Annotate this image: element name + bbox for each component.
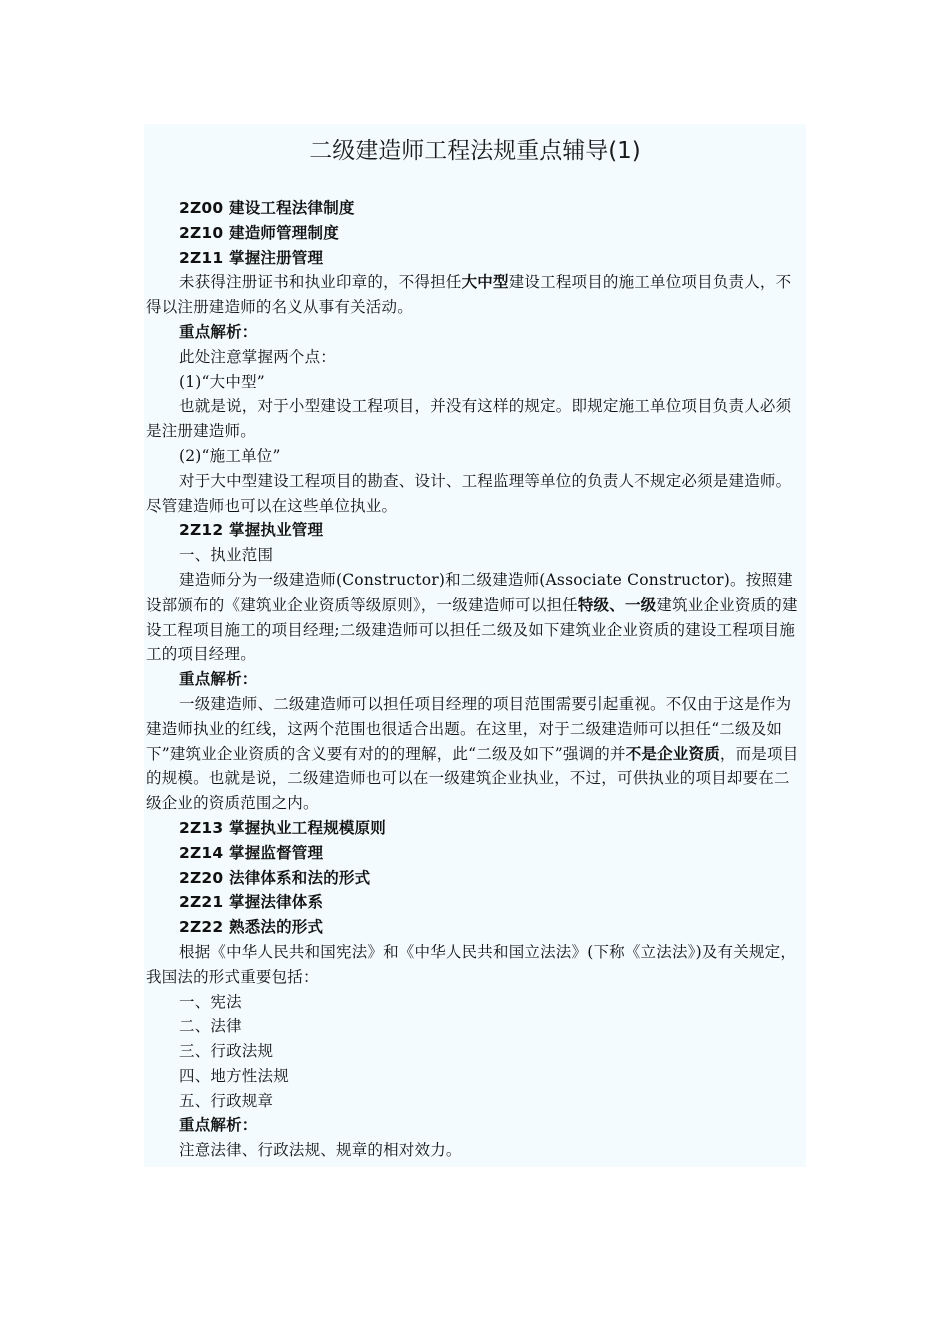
paragraph-text: ，而是项目的规模。也就是说，二级建造师也可以在一级建筑企业执业，不过，可供执业的项目却要在二级企业的资质范围之内。 (146, 744, 799, 813)
paragraph-analysis (146, 692, 804, 816)
paragraph-text: (1)“大中型” (179, 372, 265, 391)
paragraph-registration (146, 270, 804, 320)
page-title: 二级建造师工程法规重点辅导(1) (309, 138, 641, 164)
bold-emphasis: 特级、一级 (577, 595, 657, 614)
bold-emphasis: 大中型 (461, 273, 509, 292)
heading-2z10: 2Z10 建造师管理制度 (179, 223, 339, 242)
key-analysis-label: 重点解析： (179, 1116, 258, 1135)
heading-2z22: 2Z22 熟悉法的形式 (179, 918, 324, 937)
paragraph-text: 此处注意掌握两个点： (179, 347, 337, 366)
document-body (144, 124, 806, 1167)
key-analysis-label: 重点解析： (179, 322, 258, 341)
list-item: 一、宪法 (179, 992, 242, 1011)
heading-2z00: 2Z00 建设工程法律制度 (179, 199, 355, 217)
paragraph-text: 也就是说，对于小型建设工程项目，并没有这样的规定。即规定施工单位项目负责人必须是注册建造师。 (146, 397, 792, 441)
paragraph-text: 根据《中华人民共和国宪法》和《中华人民共和国立法法》(下称《立法法》)及有关规定，我国法的形式重要包括： (146, 942, 797, 986)
heading-2z13: 2Z13 掌握执业工程规模原则 (179, 818, 386, 837)
key-analysis-label: 重点解析： (179, 670, 258, 689)
heading-2z11: 2Z11 掌握注册管理 (179, 248, 324, 267)
list-item: 四、地方性法规 (179, 1066, 289, 1085)
paragraph-text: 建筑业企业资质的建设工程项目施工的项目经理;二级建造师可以担任二级及如下建筑业企业资质的建设工程项目施工的项目经理。 (146, 595, 798, 664)
paragraph-text: 一级建造师、二级建造师可以担任项目经理的项目范围需要引起重视。不仅由于这是作为建造师执业的红线，这两个范围也很适合出题。在这里，对于二级建造师可以担任“二级及如下”建筑业企业资质的含义要有对的的理解，此“二级及如下”强调的并 (146, 694, 792, 763)
list-item: 二、法律 (179, 1017, 242, 1036)
list-item: 五、行政规章 (179, 1091, 274, 1110)
paragraph-text: 建设工程项目的施工单位项目负责人，不得以注册建造师的名义从事有关活动。 (146, 273, 792, 317)
paragraph-text: 注意法律、行政法规、规章的相对效力。 (179, 1141, 462, 1160)
heading-2z20: 2Z20 法律体系和法的形式 (179, 868, 371, 887)
paragraph-text: 未获得注册证书和执业印章的，不得担任 (179, 273, 462, 292)
paragraph-text: 对于大中型建设工程项目的勘查、设计、工程监理等单位的负责人不规定必须是建造师。尽管建造师也可以在这些单位执业。 (146, 471, 792, 515)
heading-2z14: 2Z14 掌握监督管理 (179, 843, 324, 862)
heading-2z21: 2Z21 掌握法律体系 (179, 893, 324, 912)
paragraph-text: (2)“施工单位” (179, 446, 281, 465)
bold-emphasis: 不是企业资质 (625, 744, 720, 763)
paragraph-text: 建造师分为一级建造师(Constructor)和二级建造师(Associate Constructor)。按照建设部颁布的《建筑业企业资质等级原则》，一级建造师可以担任 (146, 570, 793, 614)
list-item: 三、行政法规 (179, 1042, 274, 1061)
paragraph-text: 一、执业范围 (179, 546, 274, 565)
heading-2z12: 2Z12 掌握执业管理 (179, 521, 324, 540)
paragraph-practice-scope (146, 568, 804, 667)
